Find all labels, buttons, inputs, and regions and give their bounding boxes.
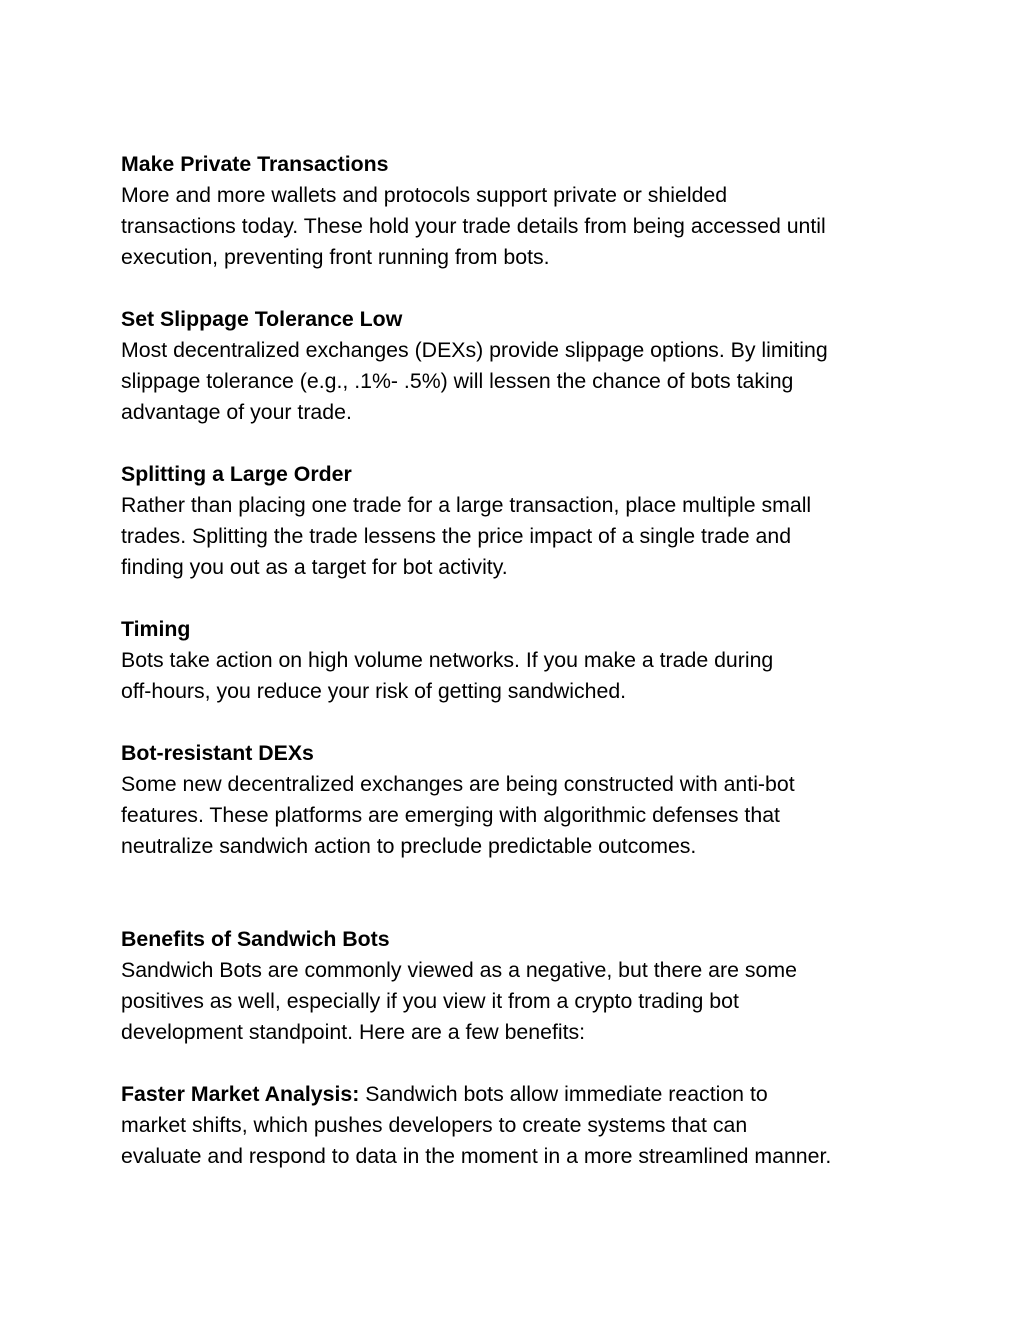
section-body: More and more wallets and protocols support private or shielded transactions today. These hold your trade details from being accessed until execution, preventing front running from bots. (121, 183, 826, 269)
section-heading: Benefits of Sandwich Bots (121, 927, 390, 951)
section-bot-resistant-dexs (121, 738, 921, 862)
faster-market-label: Faster Market Analysis: (121, 1082, 360, 1106)
section-splitting-order (121, 459, 921, 583)
section-heading: Set Slippage Tolerance Low (121, 307, 403, 331)
section-heading: Timing (121, 617, 191, 641)
section-body: Most decentralized exchanges (DEXs) provide slippage options. By limiting slippage tolerance (e.g., .1%- .5%) will lessen the chance of bots taking advantage of your trade. (121, 338, 828, 424)
section-faster-market-analysis (121, 1079, 921, 1172)
section-body: Some new decentralized exchanges are being constructed with anti-bot features. These platforms are emerging with algorithmic defenses that neutralize sandwich action to preclude predictable outcomes. (121, 772, 795, 858)
section-timing (121, 614, 921, 707)
section-benefits (121, 924, 921, 1048)
faster-market-text: Sandwich bots allow immediate reaction to market shifts, which pushes developers to create systems that can evaluate and respond to data in the moment in a more streamlined manner. (121, 1082, 832, 1168)
section-heading: Make Private Transactions (121, 152, 389, 176)
section-private-transactions (121, 149, 921, 273)
document-page (121, 149, 921, 1172)
section-body: Bots take action on high volume networks. If you make a trade during off-hours, you reduce your risk of getting sandwiched. (121, 648, 774, 703)
section-body: Sandwich Bots are commonly viewed as a negative, but there are some positives as well, especially if you view it from a crypto trading bot development standpoint. Here are a few benefits: (121, 958, 797, 1044)
section-slippage-tolerance (121, 304, 921, 428)
section-heading: Splitting a Large Order (121, 462, 352, 486)
section-body: Rather than placing one trade for a large transaction, place multiple small trades. Splitting the trade lessens the price impact of a single trade and finding you out as a target for bot activity. (121, 493, 812, 579)
faster-market-paragraph (121, 1079, 921, 1172)
section-heading: Bot-resistant DEXs (121, 741, 314, 765)
